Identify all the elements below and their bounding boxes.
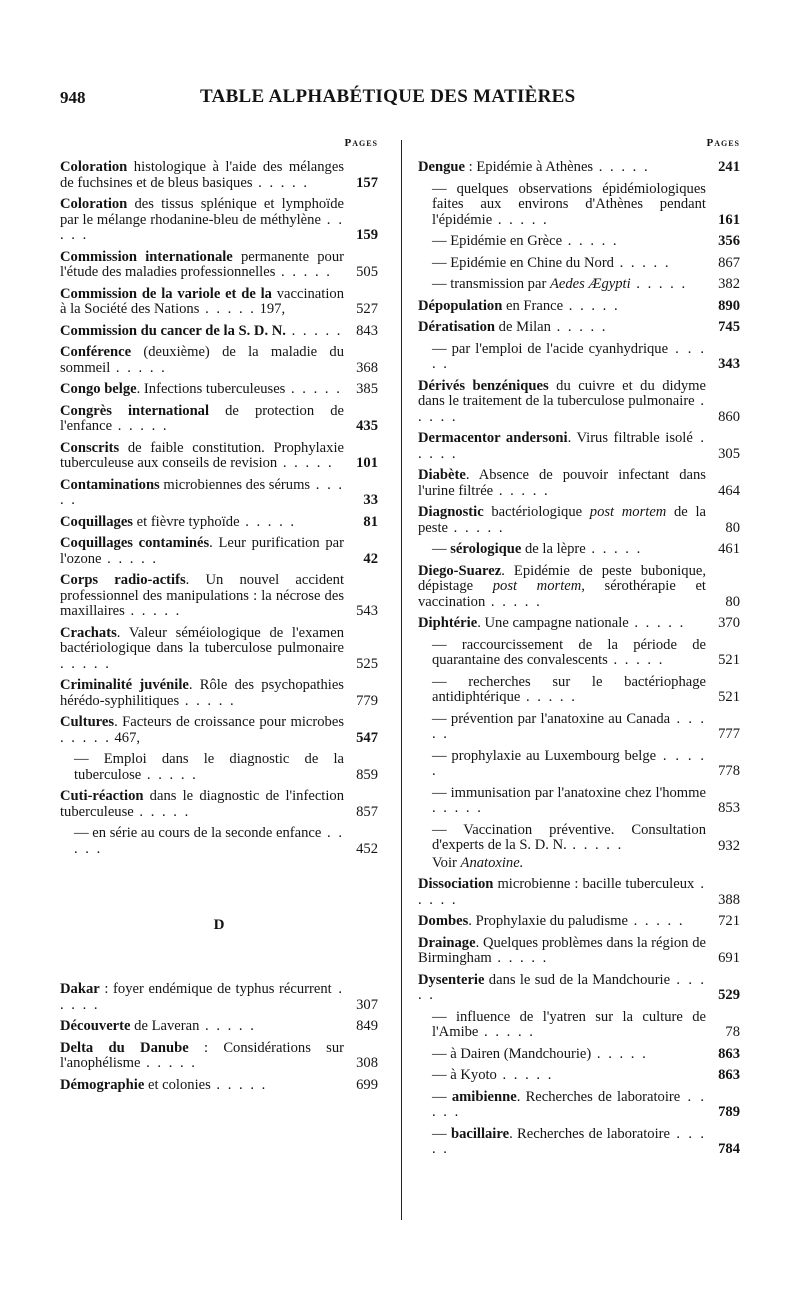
leader-dots: . . . . . — [432, 710, 707, 742]
leader-dots: . . . . . — [239, 513, 297, 530]
entry-text: Dissociation microbienne : bacille tuberculeux . . . . . — [418, 876, 706, 908]
leader-dots: . . . . . — [101, 550, 159, 567]
index-entry — [418, 320, 740, 336]
entry-heading: Delta du Danube — [60, 1039, 189, 1056]
page-ref: 368 — [356, 359, 378, 376]
leader-dots: . . . . . — [585, 541, 643, 557]
running-title: TABLE ALPHABÉTIQUE DES MATIÈRES — [200, 86, 576, 107]
index-entry — [418, 877, 740, 908]
entry-heading: Coloration — [60, 159, 128, 175]
entry-italic-text: post mortem — [589, 504, 667, 520]
index-entry — [60, 441, 378, 472]
index-entry — [418, 936, 740, 967]
index-entry — [418, 299, 740, 315]
leader-dots: . . . . . — [199, 1018, 256, 1034]
index-entry — [418, 1047, 740, 1063]
entry-text: Dermacentor andersoni. Virus filtrable isolé . . . . . — [418, 430, 707, 462]
entry-heading: Diphtérie — [418, 615, 478, 631]
page-ref: 356 — [718, 233, 740, 249]
page-ref: 853 — [718, 800, 740, 816]
leader-dots: . . . . . — [275, 264, 332, 280]
entry-text: — transmission par Aedes Ægypti . . . . . — [432, 276, 688, 292]
entry-text: — recherches sur le bactériophage antidiphtérique . . . . . — [432, 673, 706, 705]
leader-dots: . . . . . — [520, 689, 577, 705]
leader-dots: . . . . . — [432, 1125, 706, 1157]
page-ref: 521 — [718, 652, 740, 668]
entry-heading: Coquillages — [60, 513, 133, 530]
index-entry — [60, 324, 378, 340]
leader-dots: . . . . . — [432, 747, 706, 779]
entry-text: Commission de la variole et de la vaccination à la Société des Nations . . . . . 197, — [60, 285, 344, 317]
page-ref: 778 — [718, 763, 740, 779]
entry-heading: Diagnostic — [418, 504, 484, 520]
entry-text: — amibienne. Recherches de laboratoire . . . . . — [432, 1088, 707, 1120]
page-ref: 308 — [356, 1055, 378, 1071]
page-ref: 343 — [718, 356, 740, 372]
entry-heading: Démographie — [60, 1076, 145, 1093]
page-ref: 505 — [356, 264, 378, 280]
index-entry — [60, 752, 378, 783]
page-ref: 81 — [363, 513, 378, 530]
leader-dots: . . . . . — [628, 615, 686, 631]
leader-dots: . . . . . — [607, 652, 665, 668]
leader-dots: . . . . . — [74, 825, 344, 857]
entry-heading: Coquillages contaminés — [60, 535, 210, 551]
index-entry — [418, 256, 740, 272]
leader-dots: . . . . . — [60, 655, 111, 672]
index-entry — [418, 468, 740, 499]
page-ref: 80 — [725, 519, 740, 536]
page-ref: 857 — [356, 803, 378, 820]
entry-heading: Conférence — [60, 344, 132, 360]
leader-dots: . . . . . — [418, 393, 706, 425]
entry-heading: Dakar — [60, 981, 100, 997]
leader-dots: . . . . . — [60, 211, 344, 243]
index-entry — [418, 914, 740, 930]
leader-dots: . . . . . — [179, 692, 236, 709]
page-ref: 867 — [718, 254, 740, 271]
entry-heading: Commission du cancer de la S. D. N. — [60, 322, 286, 339]
leader-dots: . . . . . — [627, 913, 685, 929]
entry-heading: Coloration — [60, 196, 128, 212]
pages-label: Pages — [706, 137, 740, 149]
index-entry — [60, 1019, 378, 1035]
index-entry — [60, 715, 378, 746]
index-entry — [60, 160, 378, 191]
leader-dots: . . . . . — [140, 1055, 197, 1071]
entry-heading: Dengue — [418, 159, 466, 175]
entry-heading: Commission de la variole et de la — [60, 285, 272, 302]
page-ref: 80 — [725, 593, 740, 610]
leader-dots: . . . . . — [277, 455, 334, 471]
leader-dots: . . . . . — [496, 1067, 554, 1083]
entry-italic-text: Aedes Ægypti — [549, 276, 631, 292]
entry-text: Conférence (deuxième) de la maladie du sommeil . . . . . — [60, 344, 344, 376]
leader-dots: . . . . . — [550, 319, 608, 335]
leader-dots: . . . . . — [141, 766, 198, 783]
leader-dots: . . . . . — [199, 301, 256, 317]
entry-text: Diego-Suarez. Epidémie de peste bubonique, dépistage post mortem, sérothérapie et vaccination . . . . . — [418, 562, 706, 610]
entry-text: Drainage. Quelques problèmes dans la région de Birmingham . . . . . — [418, 934, 706, 966]
page-ref: 863 — [718, 1067, 740, 1083]
leader-dots: . . . . . — [562, 233, 619, 249]
entry-italic-text: post mortem — [492, 578, 582, 594]
entry-text: Criminalité juvénile. Rôle des psychopathies hérédo-syphilitiques . . . . . — [60, 677, 344, 709]
index-entry — [60, 478, 378, 509]
index-entries-d — [60, 982, 378, 1093]
page-ref: 370 — [718, 615, 740, 631]
entry-bold-text: sérologique — [450, 541, 522, 557]
index-entry — [60, 287, 378, 318]
entry-heading: Corps radio-actifs — [60, 572, 186, 588]
leader-dots: . . . . . — [591, 1045, 648, 1062]
index-entry — [60, 1041, 378, 1072]
page-ref: 789 — [718, 1104, 740, 1120]
entry-bold-text: bacillaire — [450, 1125, 510, 1142]
index-entry — [418, 712, 740, 743]
entry-text: Dysenterie dans le sud de la Mandchourie . . . . . — [418, 971, 707, 1003]
entry-text: — sérologique de la lèpre . . . . . — [432, 541, 643, 557]
index-entry — [418, 1010, 740, 1041]
entry-text: Cuti-réaction dans le diagnostic de l'infection tuberculeuse . . . . . — [60, 788, 344, 820]
leader-dots: . . . . . — [112, 418, 169, 434]
page-ref: 525 — [356, 655, 378, 672]
entry-text: — Epidémie en Grèce . . . . . — [432, 233, 619, 249]
leader-dots: . . . . . — [60, 476, 345, 508]
index-entry — [60, 250, 378, 281]
leader-dots: . . . . . — [418, 971, 707, 1003]
page-ref: 305 — [718, 445, 740, 462]
entry-heading: Cultures — [60, 714, 115, 730]
page-ref: 385 — [356, 381, 378, 397]
page-ref: 161 — [718, 211, 740, 228]
index-entry — [418, 234, 740, 250]
entry-text: Conscrits de faible constitution. Prophylaxie tuberculeuse aux conseils de revision . . . . . — [60, 439, 344, 471]
entry-text: — Epidémie en Chine du Nord . . . . . — [432, 254, 671, 271]
index-entries-right — [418, 160, 740, 1158]
index-entry — [418, 616, 740, 632]
entry-heading: Dombes — [418, 913, 469, 929]
index-entry — [418, 675, 740, 706]
page-ref: 745 — [718, 319, 740, 335]
index-entry — [418, 160, 740, 176]
index-entry — [60, 982, 378, 1013]
see-also: Voir Anatoxine. — [432, 854, 524, 871]
leader-dots: . . . . . — [448, 519, 505, 536]
entry-heading: Contaminations — [60, 476, 160, 493]
entry-text: Coloration des tissus splénique et lymphoïde par le mélange rhodanine-bleu de méthylène . . . . . — [60, 196, 344, 243]
page-ref: 435 — [356, 418, 378, 434]
entry-text: Dérivés benzéniques du cuivre et du didyme dans le traitement de la tuberculose pulmonaire . . . . . — [418, 377, 706, 425]
entry-text: Découverte de Laveran . . . . . — [60, 1018, 256, 1034]
entry-heading: Congo belge — [60, 381, 137, 397]
leader-dots: . . . . . — [133, 803, 191, 820]
leader-dots: . . . . . — [418, 430, 707, 462]
entry-text: Dakar : foyer endémique de typhus récurrent . . . . . — [60, 981, 344, 1013]
page-ref: 890 — [718, 297, 740, 314]
index-entry — [60, 573, 378, 620]
page-header — [60, 86, 740, 118]
entry-text: Commission internationale permanente pour l'étude des maladies professionnelles . . . . . — [60, 248, 344, 280]
index-entry — [60, 515, 378, 531]
leader-dots: . . . . . — [60, 981, 344, 1013]
entry-text: — Emploi dans le diagnostic de la tuberculose . . . . . — [74, 751, 344, 783]
entry-text: — Vaccination préventive. Consultation d'experts de la S. D. N. . . . . . — [432, 821, 706, 853]
leader-dots: . . . . . — [478, 1024, 535, 1040]
left-column — [60, 136, 378, 1099]
leader-dots: . . . . . — [491, 950, 549, 966]
entry-text: Congrès international de protection de l'enfance . . . . . — [60, 402, 344, 434]
entry-text: Diphtérie. Une campagne nationale . . . . . — [418, 615, 686, 631]
entry-text: Coloration histologique à l'aide des mélanges de fuchsines et de bleus basiques . . . . . — [60, 159, 344, 191]
page-ref: 691 — [718, 950, 740, 966]
index-entry — [60, 345, 378, 376]
index-entries-c — [60, 160, 378, 857]
index-entry — [418, 638, 740, 669]
index-entry — [418, 1127, 740, 1158]
entry-text: Démographie et colonies . . . . . — [60, 1076, 268, 1093]
page-ref: 784 — [718, 1141, 740, 1157]
entry-text: Dératisation de Milan . . . . . — [418, 319, 608, 335]
entry-text: — immunisation par l'anatoxine chez l'homme . . . . . — [432, 784, 706, 816]
leader-dots: . . . . . — [124, 603, 182, 619]
page-ref: 849 — [356, 1018, 378, 1034]
leader-dots: . . . . . — [418, 876, 706, 908]
leader-dots: . . . . . — [566, 837, 624, 853]
entry-heading: Criminalité juvénile — [60, 677, 189, 693]
leader-dots: . . . . . — [492, 211, 549, 228]
page-ref: 42 — [363, 550, 378, 567]
page-ref: 721 — [718, 913, 740, 929]
index-entry — [418, 379, 740, 426]
index-entry — [418, 505, 740, 536]
leader-dots: . . . . . — [432, 340, 706, 372]
page-ref: 464 — [718, 482, 740, 499]
page-ref-extra: 467, — [114, 729, 141, 746]
page-ref: 452 — [356, 840, 378, 857]
leader-dots: . . . . . — [593, 159, 650, 175]
page-ref: 860 — [718, 408, 740, 425]
entry-heading: Conscrits — [60, 439, 120, 456]
page-ref: 863 — [718, 1045, 740, 1062]
index-entry — [60, 536, 378, 567]
index-entry — [60, 197, 378, 244]
right-column — [418, 136, 740, 1164]
page-ref: 529 — [718, 987, 740, 1003]
page-number: 948 — [60, 88, 86, 107]
page-ref: 461 — [718, 541, 740, 557]
entry-heading: Diego-Suarez — [418, 562, 502, 579]
index-entry — [418, 786, 740, 817]
leader-dots: . . . . . — [285, 322, 343, 339]
index-entry — [418, 1068, 740, 1084]
page-ref: 388 — [718, 891, 740, 908]
entry-text: — prévention par l'anatoxine au Canada . . . . . — [432, 710, 707, 742]
entry-text: Corps radio-actifs. Un nouvel accident professionnel des manipulations : la nécrose des maxillaires . . . . . — [60, 572, 344, 619]
entry-heading: Diabète — [418, 467, 466, 483]
index-entry — [60, 626, 378, 673]
page-ref: 241 — [718, 159, 740, 175]
page-ref: 777 — [718, 726, 740, 742]
page-ref: 33 — [363, 492, 378, 508]
index-entry — [418, 749, 740, 780]
page-ref: 527 — [356, 301, 378, 317]
entry-text: Delta du Danube : Considérations sur l'anophélisme . . . . . — [60, 1039, 344, 1071]
entry-heading: Crachats — [60, 624, 117, 641]
page-ref: 521 — [718, 689, 740, 705]
page-ref: 382 — [718, 276, 740, 292]
entry-text: — prophylaxie au Luxembourg belge . . . . . — [432, 747, 706, 779]
entry-text: — quelques observations épidémiologiques faites aux environs d'Athènes pendant l'épidémie . . . . . — [432, 180, 706, 228]
index-entry — [60, 826, 378, 857]
entry-heading: Commission internationale — [60, 248, 233, 265]
entry-text: Cultures. Facteurs de croissance pour microbes . . . . . 467, — [60, 714, 344, 746]
column-divider — [401, 140, 402, 1220]
leader-dots: . . . . . — [613, 254, 671, 271]
entry-text: — influence de l'yatren sur la culture de l'Amibe . . . . . — [432, 1008, 706, 1040]
page-ref: 78 — [725, 1024, 740, 1040]
entry-text — [60, 323, 342, 339]
leader-dots: . . . . . — [252, 174, 309, 191]
index-entry — [60, 404, 378, 435]
page-ref: 843 — [356, 322, 378, 339]
leader-dots: . . . . . — [60, 729, 111, 746]
entry-heading: Dérivés benzéniques — [418, 377, 549, 394]
page-ref: 547 — [356, 729, 378, 746]
leader-dots: . . . . . — [493, 482, 550, 499]
entry-heading: Dépopulation — [418, 297, 503, 314]
leader-dots: . . . . . — [210, 1076, 268, 1093]
page-ref: 159 — [356, 227, 378, 243]
entry-text: — raccourcissement de la période de quarantaine des convalescents . . . . . — [432, 636, 706, 668]
index-entry — [60, 789, 378, 820]
index-entry — [418, 277, 740, 293]
entry-heading: Dermacentor andersoni — [418, 430, 568, 446]
page-ref: 859 — [356, 766, 378, 783]
entry-heading: Congrès international — [60, 402, 210, 419]
leader-dots: . . . . . — [432, 1088, 707, 1120]
see-also-target: Anatoxine. — [460, 854, 524, 871]
page-ref: 779 — [356, 692, 378, 709]
page-ref: 157 — [356, 174, 378, 191]
entry-text: — à Dairen (Mandchourie) . . . . . — [432, 1045, 648, 1062]
entry-text: Crachats. Valeur séméiologique de l'examen bactériologique dans la tuberculose pulmonaire . . . . . — [60, 624, 344, 672]
page-ref: 307 — [356, 996, 378, 1013]
entry-text: Diagnostic bactériologique post mortem de la peste . . . . . — [418, 504, 706, 536]
entry-text: — à Kyoto . . . . . — [432, 1067, 554, 1083]
leader-dots: . . . . . — [285, 381, 342, 397]
entry-text: Coquillages contaminés. Leur purification par l'ozone . . . . . — [60, 535, 344, 567]
index-entry — [60, 1078, 378, 1094]
page-ref: 932 — [718, 837, 740, 854]
section-letter: D — [213, 917, 225, 933]
index-entry — [418, 342, 740, 373]
entry-heading: Dissociation — [418, 876, 494, 892]
pages-label: Pages — [344, 137, 378, 149]
entry-text: Dombes. Prophylaxie du paludisme . . . . . — [418, 913, 685, 929]
leader-dots: . . . . . — [485, 593, 542, 610]
index-entry — [418, 182, 740, 229]
entry-text: — par l'emploi de l'acide cyanhydrique . . . . . — [432, 340, 706, 372]
entry-heading: Dysenterie — [418, 971, 485, 988]
entry-text: Diabète. Absence de pouvoir infectant dans l'urine filtrée . . . . . — [418, 467, 706, 499]
entry-text: Dépopulation en France . . . . . — [418, 297, 620, 314]
index-entry — [60, 382, 378, 398]
entry-bold-text: amibienne — [451, 1088, 517, 1105]
page-ref: 543 — [356, 603, 378, 619]
page-ref-extra: 197, — [259, 301, 286, 317]
index-entry — [418, 973, 740, 1004]
entry-heading: Découverte — [60, 1018, 131, 1034]
index-entry — [418, 431, 740, 462]
entry-text: Coquillages et fièvre typhoïde . . . . . — [60, 513, 297, 530]
index-entry — [60, 678, 378, 709]
page-ref: 101 — [356, 455, 378, 471]
entry-text: Congo belge. Infections tuberculeuses . . . . . — [60, 381, 342, 397]
index-entry — [418, 823, 740, 872]
entry-text: — en série au cours de la seconde enfance . . . . . — [74, 825, 344, 857]
index-entry — [418, 542, 740, 558]
entry-heading: Cuti-réaction — [60, 788, 144, 804]
index-entry — [418, 564, 740, 611]
entry-text: — bacillaire. Recherches de laboratoire . . . . . — [432, 1125, 706, 1157]
leader-dots: . . . . . — [432, 800, 483, 816]
leader-dots: . . . . . — [563, 297, 620, 314]
index-entry — [418, 1090, 740, 1121]
entry-text: Contaminations microbiennes des sérums . . . . . — [60, 476, 345, 508]
leader-dots: . . . . . — [110, 359, 167, 376]
entry-heading: Drainage — [418, 934, 476, 951]
entry-text: Dengue : Epidémie à Athènes . . . . . — [418, 159, 650, 175]
leader-dots: . . . . . — [630, 276, 688, 292]
entry-heading: Dératisation — [418, 319, 496, 335]
page-ref: 699 — [356, 1076, 378, 1093]
